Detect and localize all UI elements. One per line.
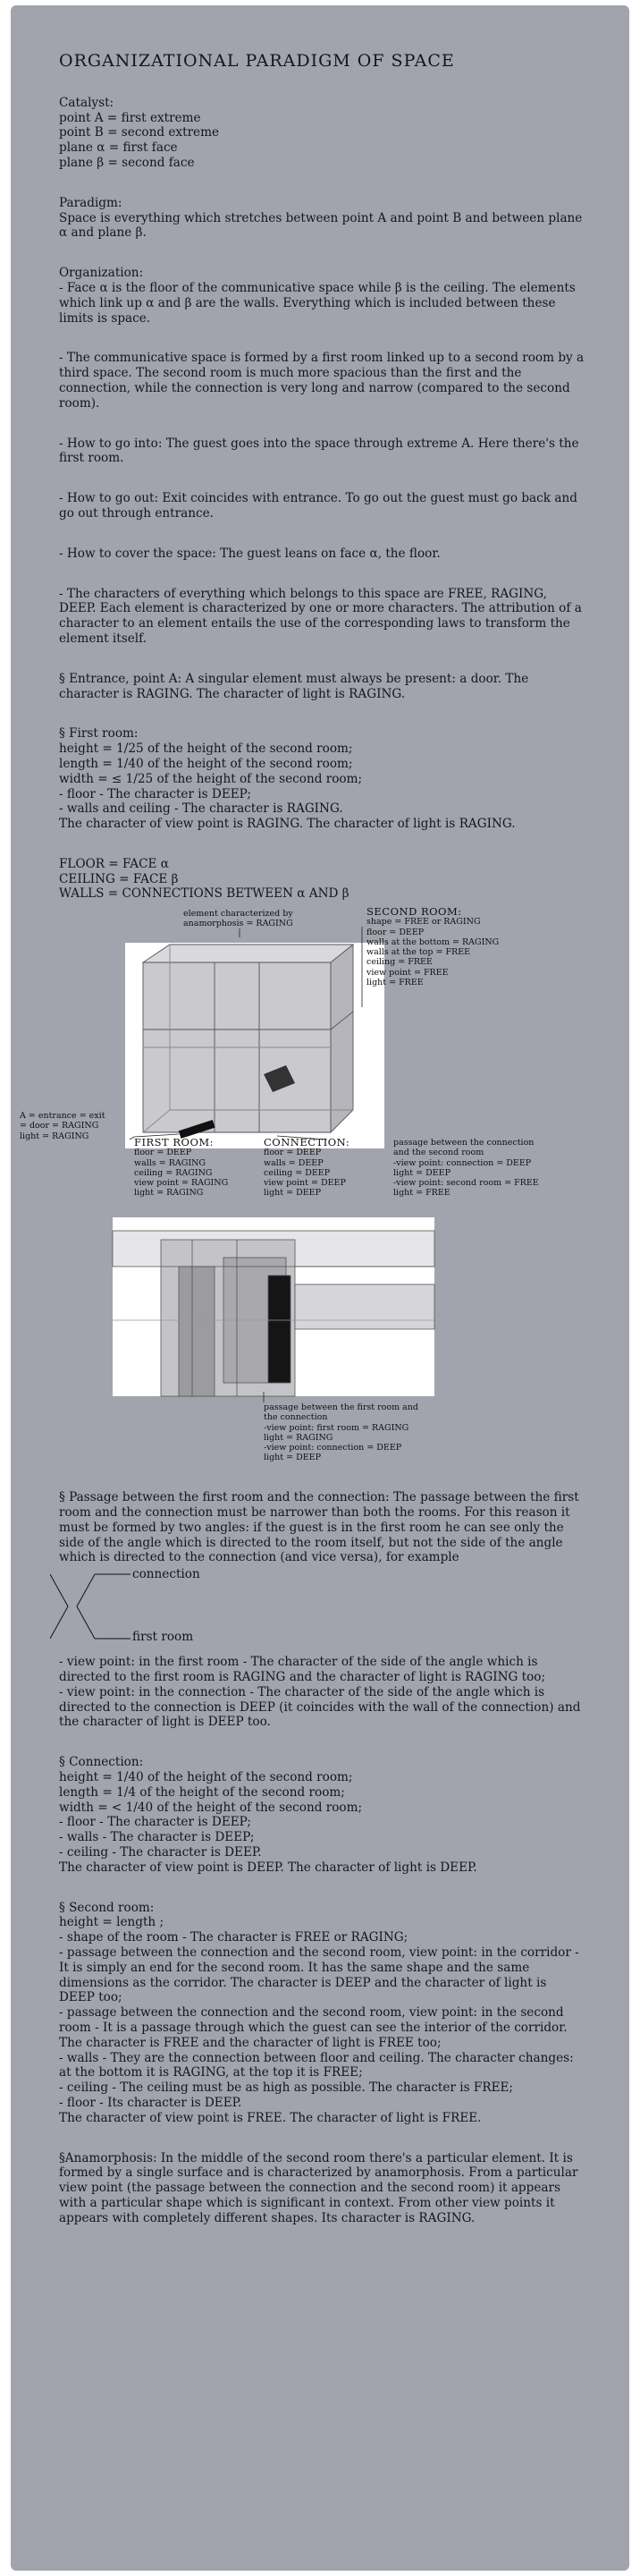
faces-line: FLOOR = FACE α	[59, 856, 169, 871]
second-room-line: - floor - Its character is DEEP.	[59, 2095, 242, 2110]
organization-text: - Face α is the floor of the communicative space while β is the ceiling. The elements which link up α and β are the walls. Everything which is included between these limits is space.	[59, 280, 576, 326]
passage-paragraph: § Passage between the first room and the connection: The passage between the first room and the connection must be narrower than both the rooms. For this reason it must be formed by two angles: if the guest is in the first room he can see only the side of the angle which is directed to the room itself, but not the side of the angle which is directed to the connection (and vice versa), for example	[59, 1490, 579, 1565]
figure-label-line: = door = RAGING	[20, 1121, 99, 1131]
figure-label-line: walls = RAGING	[134, 1157, 206, 1168]
catalyst-line: point A = first extreme	[59, 110, 201, 125]
second-room-line: - passage between the connection and the second room, view point: in the second room - It is a passage through which the guest can see the interior of the corridor. The character is FREE and the character of light is FREE too;	[59, 2005, 568, 2050]
cover-paragraph: - How to cover the space: The guest leans on face α, the floor.	[59, 546, 441, 561]
second-room-line: - passage between the connection and the second room, view point: in the corridor - It is simply an end for the second room. It has the same shape and the same dimensions as the corridor. The character is DEEP and the character of light is DEEP too;	[59, 1945, 579, 2005]
angle-label-connection: connection	[132, 1567, 200, 1582]
first-room-line: The character of view point is RAGING. The character of light is RAGING.	[59, 817, 516, 832]
figure-label-line: the connection	[264, 1412, 328, 1423]
second-room-label	[366, 907, 499, 987]
figure-label-line: light = FREE	[393, 1188, 451, 1199]
second-room-heading: § Second room:	[59, 1900, 155, 1915]
viewpoint-text: - view point: in the first room - The character of the side of the angle which is directed to the first room is RAGING and the character of light is RAGING too;	[59, 1655, 546, 1685]
paradigm-section	[59, 196, 585, 241]
entrance-paragraph: § Entrance, point A: A singular element must always be present: a door. The character is RAGING. The character of light is RAGING.	[59, 671, 529, 701]
box-top-face	[143, 945, 353, 962]
figure-label-line: -view point: connection = DEEP	[393, 1157, 532, 1168]
first-room-section	[59, 726, 585, 832]
viewpoints-section	[59, 1655, 585, 1730]
catalyst-line: plane α = first face	[59, 140, 178, 156]
figure-label-line: walls = DEEP	[264, 1157, 324, 1168]
second-room-line: - shape of the room - The character is FREE or RAGING;	[59, 1930, 408, 1945]
document-body	[20, 51, 585, 2251]
passage-label	[393, 1138, 539, 1198]
figure-label-line: element characterized by	[183, 909, 293, 919]
faces-section	[59, 857, 585, 902]
page-title: ORGANIZATIONAL PARADIGM OF SPACE	[59, 51, 455, 71]
angle-label-first-room: first room	[132, 1630, 194, 1645]
connection-line: length = 1/4 of the height of the second room;	[59, 1784, 345, 1800]
second-room-line: The character of view point is FREE. The character of light is FREE.	[59, 2110, 482, 2125]
figure-label-line: floor = DEEP	[134, 1148, 192, 1158]
first-room-line: - walls and ceiling - The character is RAGING.	[59, 801, 343, 817]
go-in-paragraph: - How to go into: The guest goes into the space through extreme A. Here there's the first room.	[59, 436, 579, 466]
faces-line: WALLS = CONNECTIONS BETWEEN α AND β	[59, 886, 349, 902]
first-room-line: width = ≤ 1/25 of the height of the second room;	[59, 771, 363, 786]
characters-paragraph: - The characters of everything which belongs to this space are FREE, RAGING, DEEP. Each element is characterized by one or more characters. The attribution of a character to an element entails the use of the corresponding laws to transform the element itself.	[59, 586, 582, 646]
box-side-face	[331, 945, 353, 1132]
figure-label-line: and the second room	[393, 1148, 484, 1158]
figure-label-line: -view point: first room = RAGING	[264, 1422, 409, 1433]
catalyst-heading: Catalyst:	[59, 95, 114, 110]
second-room-section	[59, 1901, 585, 2126]
figure-label-line: view point = RAGING	[134, 1178, 229, 1189]
paradigm-text: Space is everything which stretches between point A and point B and between plane α and plane β.	[59, 210, 583, 241]
first-room-line: - floor - The character is DEEP;	[59, 786, 251, 801]
viewpoint-text: - view point: in the connection - The character of the side of the angle which is directed to the connection is DEEP (it coincides with the wall of the connection) and the character of light is DEEP too.	[59, 1684, 581, 1730]
rooms-paragraph: - The communicative space is formed by a first room linked up to a second room by a third space. The second room is much more spacious than the first and the connection, while the connection is very long and narrow (compared to the second room).	[59, 351, 585, 411]
passage-first-connection-label	[264, 1402, 418, 1462]
connection-line: - ceiling - The character is DEEP.	[59, 1845, 262, 1860]
organization-section	[59, 266, 585, 326]
second-room-line: height = length ;	[59, 1915, 164, 1930]
connection-title: CONNECTION:	[264, 1136, 350, 1149]
first-room-line: length = 1/40 of the height of the second room;	[59, 756, 353, 771]
faces-line: CEILING = FACE β	[59, 871, 179, 886]
first-room-line: height = 1/25 of the height of the second room;	[59, 741, 353, 757]
organization-heading: Organization:	[59, 266, 144, 281]
figure-label-line: light = RAGING	[20, 1131, 89, 1141]
figure-corridor-detail	[0, 1213, 581, 1490]
figure-floor-plan-3d	[0, 905, 581, 1213]
second-room-line: - walls - They are the connection between floor and ceiling. The character changes: at the bottom it is RAGING, at the top it is FREE;	[59, 2050, 574, 2080]
figure-label-line: light = DEEP	[264, 1453, 321, 1463]
figure-label-line: view point = FREE	[366, 967, 449, 978]
figure-label-line: ceiling = RAGING	[134, 1167, 213, 1178]
paradigm-heading: Paradigm:	[59, 195, 122, 210]
connection-line: - floor - The character is DEEP;	[59, 1815, 251, 1830]
catalyst-line: point B = second extreme	[59, 125, 220, 140]
figure-label-line: ceiling = FREE	[366, 957, 433, 968]
figure-label-line: -view point: second room = FREE	[393, 1178, 539, 1189]
first-room-label	[134, 1138, 228, 1198]
figure-label-line: passage between the first room and	[264, 1402, 418, 1413]
second-room-title: SECOND ROOM:	[366, 905, 462, 919]
entrance-label	[20, 1111, 105, 1141]
anamorphosis-label	[183, 909, 293, 928]
figure-label-line: light = RAGING	[264, 1432, 333, 1443]
figure-label-line: light = FREE	[366, 977, 424, 987]
first-room-heading: § First room:	[59, 726, 139, 741]
first-room-title: FIRST ROOM:	[134, 1136, 215, 1149]
connection-heading: § Connection:	[59, 1755, 144, 1770]
second-room-line: - ceiling - The ceiling must be as high as possible. The character is FREE;	[59, 2080, 513, 2096]
figure-label-line: anamorphosis = RAGING	[183, 919, 293, 929]
figure-label-line: light = DEEP	[393, 1167, 451, 1178]
figure-label-line: walls at the bottom = RAGING	[366, 936, 500, 947]
go-out-paragraph: - How to go out: Exit coincides with entrance. To go out the guest must go back and go out through entrance.	[59, 491, 577, 521]
figure-label-line: view point = DEEP	[264, 1178, 346, 1189]
connection-line: width = < 1/40 of the height of the second room;	[59, 1800, 363, 1815]
connection-label	[264, 1138, 349, 1198]
figure-label-line: ceiling = DEEP	[264, 1167, 331, 1178]
angle-diagram	[59, 1567, 327, 1645]
figure-label-line: walls at the top = FREE	[366, 947, 471, 958]
figure-label-line: floor = DEEP	[264, 1148, 322, 1158]
catalyst-line: plane β = second face	[59, 155, 195, 170]
connection-line: height = 1/40 of the height of the second room;	[59, 1770, 353, 1785]
figure-label-line: light = DEEP	[264, 1188, 321, 1199]
figure-label-line: shape = FREE or RAGING	[366, 917, 481, 928]
catalyst-section	[59, 96, 585, 171]
connection-line: - walls - The character is DEEP;	[59, 1830, 255, 1845]
figure-label-line: -view point: connection = DEEP	[264, 1443, 402, 1453]
figure-label-line: light = RAGING	[134, 1188, 204, 1199]
connection-section	[59, 1755, 585, 1875]
figure-label-line: floor = DEEP	[366, 927, 425, 937]
anamorphosis-paragraph: §Anamorphosis: In the middle of the second room there's a particular element. It is formed by a single surface and is characterized by anamorphosis. From a particular view point (the passage between the connection and the second room) it appears with a particular shape which is significant in context. From other view points it appears with completely different shapes. Its character is RAGING.	[59, 2150, 578, 2225]
connection-line: The character of view point is DEEP. The character of light is DEEP.	[59, 1860, 477, 1875]
figure-label-line: A = entrance = exit	[20, 1111, 105, 1122]
figure-label-line: passage between the connection	[393, 1138, 535, 1148]
